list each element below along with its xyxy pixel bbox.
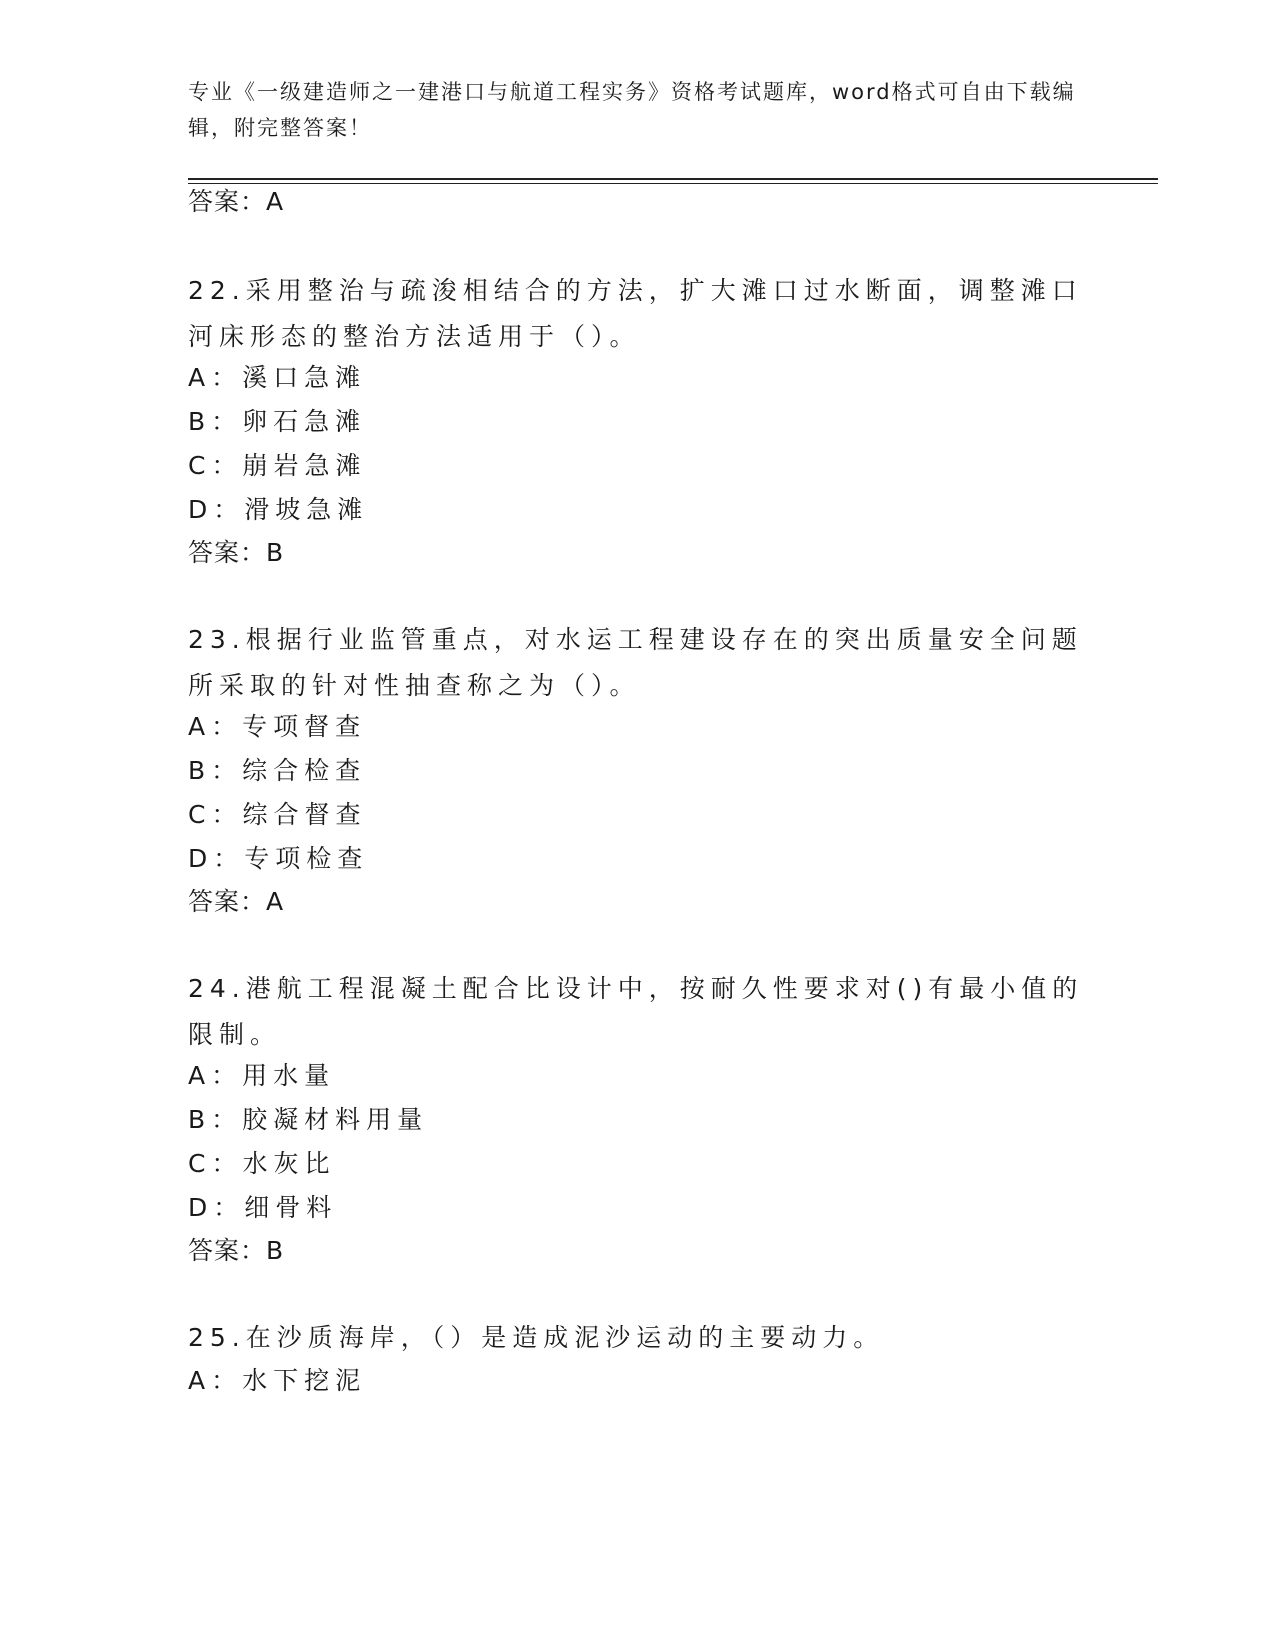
option-b: B：综合检查	[188, 756, 367, 785]
option-b: B：卵石急滩	[188, 407, 367, 436]
header-rule-thick	[188, 178, 1158, 180]
question-stem: 23.根据行业监管重点，对水运工程建设存在的突出质量安全问题所采取的针对性抽查称之为（）。	[188, 625, 1083, 700]
answer-line: 答案：B	[188, 1236, 285, 1265]
option-c: C：崩岩急滩	[188, 451, 367, 480]
answer-line: 答案：A	[188, 187, 285, 216]
document-header: 专业《一级建造师之一建港口与航道工程实务》资格考试题库，word格式可自由下载编辑，附完整答案！	[188, 80, 1076, 140]
option-c: C：水灰比	[188, 1149, 336, 1178]
question-stem: 22.采用整治与疏浚相结合的方法，扩大滩口过水断面，调整滩口河床形态的整治方法适用于（）。	[188, 276, 1083, 351]
answer-line: 答案：A	[188, 887, 285, 916]
answer-line: 答案：B	[188, 538, 285, 567]
header-rule-thin	[188, 183, 1158, 184]
option-a: A：溪口急滩	[188, 363, 367, 392]
question-stem: 25.在沙质海岸，（）是造成泥沙运动的主要动力。	[188, 1323, 885, 1352]
option-d: D：滑坡急滩	[188, 495, 369, 524]
option-b: B：胶凝材料用量	[188, 1105, 429, 1134]
option-c: C：综合督查	[188, 800, 367, 829]
question-stem: 24.港航工程混凝土配合比设计中，按耐久性要求对()有最小值的限制。	[188, 974, 1084, 1049]
option-a: A：用水量	[188, 1061, 336, 1090]
option-a: A：专项督查	[188, 712, 367, 741]
option-d: D：专项检查	[188, 844, 369, 873]
option-d: D：细骨料	[188, 1193, 338, 1222]
option-a: A：水下挖泥	[188, 1366, 367, 1395]
